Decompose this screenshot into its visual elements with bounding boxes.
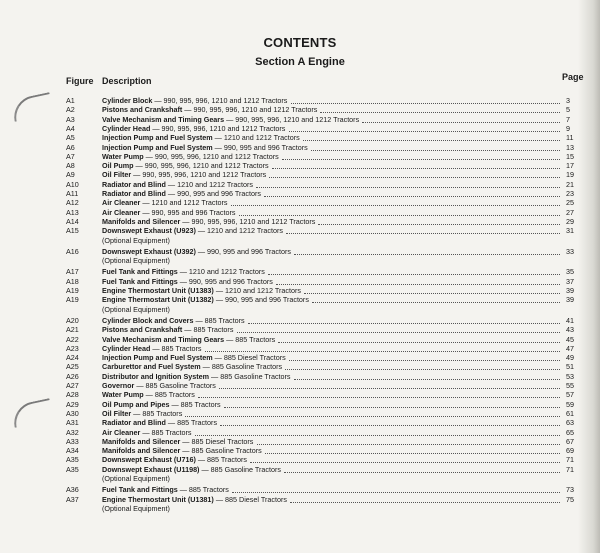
entry-description bbox=[102, 105, 317, 114]
binder-hole-mark bbox=[10, 398, 54, 428]
entry-models: — 885 Tractors bbox=[165, 418, 218, 428]
dot-leader bbox=[268, 273, 560, 275]
toc-entry bbox=[66, 295, 572, 304]
toc-entry bbox=[66, 465, 572, 474]
entry-models: — 990, 995, 996, 1210 and 1212 Tractors bbox=[133, 161, 269, 171]
dot-leader bbox=[205, 350, 560, 352]
entry-models: — 1210 and 1212 Tractors bbox=[212, 133, 300, 143]
entry-title: Engine Thermostart Unit (U1382) bbox=[102, 295, 214, 305]
entry-title: Water Pump bbox=[102, 390, 144, 400]
entry-description bbox=[102, 124, 285, 133]
figure-number: A35 bbox=[66, 455, 79, 465]
toc-entry bbox=[66, 409, 572, 418]
page-number: 43 bbox=[566, 325, 574, 335]
page-number: 73 bbox=[566, 485, 574, 495]
figure-number: A20 bbox=[66, 315, 79, 325]
figure-number: A28 bbox=[66, 390, 79, 400]
figure-number: A2 bbox=[66, 105, 75, 115]
dot-leader bbox=[265, 452, 560, 454]
entry-models: — 885 Diesel Tractors bbox=[212, 353, 286, 363]
page-number: 11 bbox=[566, 133, 574, 143]
entry-title: Downswept Exhaust (U716) bbox=[102, 455, 196, 465]
toc-entry bbox=[66, 277, 572, 286]
figure-number: A31 bbox=[66, 418, 79, 428]
entry-title: Distributor and Ignition System bbox=[102, 371, 210, 381]
toc-entry bbox=[66, 455, 572, 464]
page-number: 47 bbox=[566, 343, 574, 353]
toc-entry bbox=[66, 152, 572, 161]
dot-leader bbox=[278, 341, 560, 343]
figure-number: A17 bbox=[66, 267, 79, 277]
entry-title: Radiator and Blind bbox=[102, 418, 166, 428]
page-number: 29 bbox=[566, 216, 574, 226]
figure-number: A36 bbox=[66, 485, 79, 495]
entry-title: Oil Filter bbox=[102, 408, 132, 418]
page-number: 25 bbox=[566, 198, 574, 208]
entry-title: Downswept Exhaust (U392) bbox=[102, 246, 196, 256]
entry-models: — 1210 and 1212 Tractors bbox=[165, 179, 254, 189]
figure-number: A21 bbox=[66, 325, 79, 335]
entry-models: — 885 Tractors bbox=[143, 390, 195, 400]
entry-title: Injection Pump and Fuel System bbox=[102, 142, 213, 152]
entry-models: — 885 Diesel Tractors bbox=[213, 494, 287, 504]
toc-entry bbox=[66, 189, 572, 198]
binder-hole-mark bbox=[10, 92, 54, 122]
entry-models: — 885 Tractors bbox=[169, 399, 221, 409]
entry-models: — 990, 995, 996, 1210 and 1212 Tractors bbox=[150, 123, 286, 133]
toc-entry bbox=[66, 437, 572, 446]
toc-entry bbox=[66, 115, 572, 124]
entry-description bbox=[102, 226, 283, 235]
entry-description bbox=[102, 247, 291, 256]
figure-number: A37 bbox=[66, 494, 79, 504]
entry-description bbox=[102, 133, 300, 142]
figure-number: A8 bbox=[66, 161, 75, 171]
figure-number: A24 bbox=[66, 353, 79, 363]
page-number: 21 bbox=[566, 179, 574, 189]
entry-description bbox=[102, 180, 253, 189]
entry-title: Manifolds and Silencer bbox=[102, 446, 181, 456]
entry-note: (Optional Equipment) bbox=[102, 256, 170, 266]
figure-number: A34 bbox=[66, 446, 79, 456]
entry-models: — 885 Gasoline Tractors bbox=[200, 362, 283, 372]
entry-title: Cylinder Head bbox=[102, 343, 151, 353]
entry-description bbox=[102, 115, 359, 124]
page-number: 41 bbox=[566, 315, 574, 325]
section-title: Section A Engine bbox=[255, 56, 345, 68]
entry-description bbox=[102, 362, 282, 371]
figure-number: A13 bbox=[66, 207, 79, 217]
entry-models: — 990, 995, 996, 1210 and 1212 Tractors bbox=[180, 216, 316, 226]
figure-number: A5 bbox=[66, 133, 75, 143]
figure-number: A12 bbox=[66, 198, 79, 208]
entry-description bbox=[102, 372, 291, 381]
entry-description bbox=[102, 277, 273, 286]
dot-leader bbox=[294, 253, 560, 255]
toc-entry bbox=[66, 325, 572, 334]
entry-title: Cylinder Block and Covers bbox=[102, 315, 194, 325]
page-number: 17 bbox=[566, 161, 574, 171]
dot-leader bbox=[318, 223, 560, 225]
entry-description bbox=[102, 455, 247, 464]
dot-leader bbox=[285, 368, 560, 370]
page-number: 39 bbox=[566, 286, 574, 295]
entry-description bbox=[102, 465, 281, 474]
toc-entry bbox=[66, 381, 572, 390]
entry-description bbox=[102, 495, 287, 504]
figure-number: A29 bbox=[66, 399, 79, 409]
entry-title: Air Cleaner bbox=[102, 207, 141, 217]
toc-entry bbox=[66, 316, 572, 325]
entry-description bbox=[102, 381, 216, 390]
page-number: 7 bbox=[566, 114, 570, 124]
dot-leader bbox=[220, 424, 560, 426]
figure-number: A11 bbox=[66, 189, 79, 198]
dot-leader bbox=[303, 139, 560, 141]
entry-models: — 885 Gasoline Tractors bbox=[134, 381, 216, 390]
entry-models: — 885 Tractors bbox=[182, 325, 234, 335]
dot-leader bbox=[256, 186, 560, 188]
entry-description bbox=[102, 428, 192, 437]
entry-title: Carburettor and Fuel System bbox=[102, 362, 201, 372]
entry-description bbox=[102, 485, 229, 494]
dot-leader bbox=[239, 214, 560, 216]
figure-number: A3 bbox=[66, 114, 75, 124]
page-number: 13 bbox=[566, 142, 574, 152]
entry-description bbox=[102, 316, 245, 325]
dot-leader bbox=[311, 149, 560, 151]
description-column-header: Description bbox=[102, 76, 152, 86]
page-number: 63 bbox=[566, 418, 574, 428]
figure-number: A1 bbox=[66, 96, 75, 105]
dot-leader bbox=[250, 461, 560, 463]
dot-leader bbox=[198, 396, 560, 398]
toc-entry bbox=[66, 400, 572, 409]
entry-models: — 1210 and 1212 Tractors bbox=[177, 267, 265, 277]
dot-leader bbox=[219, 387, 560, 389]
entry-models: — 885 Tractors bbox=[150, 343, 202, 353]
dot-leader bbox=[282, 158, 560, 160]
entry-models: — 885 Tractors bbox=[131, 408, 183, 418]
entry-description bbox=[102, 353, 286, 362]
dot-leader bbox=[312, 301, 560, 303]
figure-number: A26 bbox=[66, 371, 79, 381]
toc-entry bbox=[66, 96, 572, 105]
entry-note: (Optional Equipment) bbox=[102, 503, 170, 513]
entry-description bbox=[102, 217, 315, 226]
dot-leader bbox=[237, 331, 560, 333]
toc-entry bbox=[66, 105, 572, 114]
page-number: 69 bbox=[566, 446, 574, 456]
figure-number: A4 bbox=[66, 123, 75, 133]
figure-number: A7 bbox=[66, 151, 75, 161]
entry-models: — 885 Gasoline Tractors bbox=[209, 371, 291, 381]
page-column-header: Page bbox=[562, 72, 584, 82]
entry-models: — 885 Tractors bbox=[195, 455, 247, 465]
entry-title: Fuel Tank and Fittings bbox=[102, 267, 178, 277]
figure-number: A22 bbox=[66, 334, 79, 344]
toc-entry bbox=[66, 180, 572, 189]
toc-entry bbox=[66, 226, 572, 235]
entry-description bbox=[102, 446, 262, 455]
entry-description bbox=[102, 295, 309, 304]
dot-leader bbox=[257, 443, 560, 445]
entry-description bbox=[102, 96, 287, 105]
entry-description bbox=[102, 208, 235, 217]
entry-description bbox=[102, 170, 266, 179]
entry-note: (Optional Equipment) bbox=[102, 235, 170, 245]
figure-number: A23 bbox=[66, 343, 79, 353]
entry-description bbox=[102, 335, 275, 344]
dot-leader bbox=[264, 195, 560, 197]
entry-title: Pistons and Crankshaft bbox=[102, 105, 183, 115]
toc-entry bbox=[66, 143, 572, 152]
page-number: 65 bbox=[566, 427, 574, 437]
page-number: 49 bbox=[566, 353, 574, 363]
entry-title: Engine Thermostart Unit (U1383) bbox=[102, 286, 214, 295]
page-number: 71 bbox=[566, 464, 574, 474]
entry-description bbox=[102, 198, 227, 207]
entry-models: — 990, 995, 996, 1210 and 1212 Tractors bbox=[182, 105, 318, 115]
entry-description bbox=[102, 344, 201, 353]
figure-number: A16 bbox=[66, 246, 79, 256]
entry-note: (Optional Equipment) bbox=[102, 304, 170, 314]
entry-models: — 990, 995 and 996 Tractors bbox=[177, 276, 273, 286]
dot-leader bbox=[195, 434, 560, 436]
entry-title: Manifolds and Silencer bbox=[102, 216, 181, 226]
toc-entry bbox=[66, 133, 572, 142]
figure-number: A9 bbox=[66, 170, 75, 180]
entry-description bbox=[102, 390, 195, 399]
page-number: 61 bbox=[566, 408, 574, 418]
entry-models: — 885 Tractors bbox=[193, 315, 245, 325]
dot-leader bbox=[248, 322, 560, 324]
toc-entry bbox=[66, 335, 572, 344]
entry-models: — 990, 995, 996, 1210 and 1212 Tractors bbox=[224, 114, 360, 124]
entry-title: Valve Mechanism and Timing Gears bbox=[102, 334, 225, 344]
toc-entry bbox=[66, 208, 572, 217]
entry-models: — 1210 and 1212 Tractors bbox=[195, 226, 283, 236]
page-number: 75 bbox=[566, 494, 574, 504]
entry-models: — 990, 995, 996, 1210 and 1212 Tractors bbox=[152, 96, 288, 105]
dot-leader bbox=[304, 292, 560, 294]
entry-models: — 990, 995 and 996 Tractors bbox=[140, 207, 236, 217]
page-number: 57 bbox=[566, 390, 574, 400]
toc-entry bbox=[66, 286, 572, 295]
entry-title: Downswept Exhaust (U923) bbox=[102, 226, 196, 236]
entry-title: Fuel Tank and Fittings bbox=[102, 485, 178, 495]
figure-number: A25 bbox=[66, 362, 79, 372]
entry-models: — 990, 995, 996, 1210 and 1212 Tractors bbox=[143, 151, 279, 161]
dot-leader bbox=[276, 283, 560, 285]
dot-leader bbox=[272, 167, 560, 169]
toc-entry bbox=[66, 485, 572, 494]
entry-models: — 990, 995 and 996 Tractors bbox=[195, 246, 291, 256]
entry-models: — 990, 995 and 996 Tractors bbox=[165, 189, 261, 198]
page-number: 5 bbox=[566, 105, 570, 115]
entry-models: — 885 Tractors bbox=[224, 334, 276, 344]
entry-title: Oil Filter bbox=[102, 170, 132, 180]
entry-title: Pistons and Crankshaft bbox=[102, 325, 183, 335]
entry-description bbox=[102, 143, 308, 152]
page-number: 31 bbox=[566, 226, 574, 236]
entry-description bbox=[102, 325, 233, 334]
toc-entry bbox=[66, 161, 572, 170]
entry-title: Air Cleaner bbox=[102, 427, 141, 437]
figure-number: A19 bbox=[66, 286, 79, 295]
entry-title: Valve Mechanism and Timing Gears bbox=[102, 114, 225, 124]
page-number: 37 bbox=[566, 276, 574, 286]
entry-description bbox=[102, 161, 269, 170]
entry-title: Cylinder Head bbox=[102, 123, 151, 133]
entry-models: — 990, 995 and 996 Tractors bbox=[212, 142, 308, 152]
entry-description bbox=[102, 286, 301, 295]
entry-title: Air Cleaner bbox=[102, 198, 141, 208]
page-number: 39 bbox=[566, 295, 574, 305]
page-number: 9 bbox=[566, 123, 570, 133]
dot-leader bbox=[232, 491, 560, 493]
dot-leader bbox=[286, 232, 560, 234]
entry-models: — 885 Tractors bbox=[140, 427, 192, 437]
page-number: 27 bbox=[566, 207, 574, 217]
toc-entry bbox=[66, 362, 572, 371]
toc-entry bbox=[66, 372, 572, 381]
page-title: CONTENTS bbox=[263, 35, 337, 50]
entry-description bbox=[102, 437, 253, 446]
dot-leader bbox=[291, 102, 560, 104]
dot-leader bbox=[362, 121, 560, 123]
page-number: 19 bbox=[566, 170, 574, 180]
toc-entry bbox=[66, 247, 572, 256]
page-number: 55 bbox=[566, 381, 574, 390]
dot-leader bbox=[269, 176, 560, 178]
entry-description bbox=[102, 400, 221, 409]
toc-entry bbox=[66, 418, 572, 427]
toc-entry bbox=[66, 217, 572, 226]
page-number: 3 bbox=[566, 96, 570, 105]
figure-number: A19 bbox=[66, 295, 79, 305]
figure-number: A18 bbox=[66, 276, 79, 286]
dot-leader bbox=[231, 204, 560, 206]
entry-note: (Optional Equipment) bbox=[102, 474, 170, 483]
dot-leader bbox=[294, 378, 560, 380]
entry-description bbox=[102, 409, 182, 418]
toc-entry bbox=[66, 198, 572, 207]
entry-title: Fuel Tank and Fittings bbox=[102, 276, 178, 286]
page-number: 33 bbox=[566, 246, 574, 256]
toc-entry bbox=[66, 390, 572, 399]
figure-number: A30 bbox=[66, 408, 79, 418]
page-number: 71 bbox=[566, 455, 574, 465]
figure-number: A15 bbox=[66, 226, 79, 236]
page-number: 59 bbox=[566, 399, 574, 409]
page-number: 45 bbox=[566, 334, 574, 344]
figure-number: A27 bbox=[66, 381, 79, 390]
figure-number: A14 bbox=[66, 216, 79, 226]
toc-entry bbox=[66, 170, 572, 179]
figure-number: A33 bbox=[66, 436, 79, 446]
toc-entry bbox=[66, 446, 572, 455]
dot-leader bbox=[185, 415, 560, 417]
entry-title: Cylinder Block bbox=[102, 96, 153, 105]
entry-title: Oil Pump bbox=[102, 161, 134, 171]
toc-entry bbox=[66, 267, 572, 276]
page-number: 53 bbox=[566, 371, 574, 381]
page-number: 67 bbox=[566, 436, 574, 446]
entry-description bbox=[102, 189, 261, 198]
page-number: 15 bbox=[566, 151, 574, 161]
dot-leader bbox=[224, 406, 560, 408]
entry-description bbox=[102, 418, 217, 427]
entry-title: Injection Pump and Fuel System bbox=[102, 133, 213, 143]
page-number: 51 bbox=[566, 362, 574, 372]
toc-entry bbox=[66, 495, 572, 504]
entry-title: Water Pump bbox=[102, 151, 144, 161]
entry-models: — 990, 995, 996, 1210 and 1212 Tractors bbox=[131, 170, 267, 180]
entry-models: — 885 Diesel Tractors bbox=[180, 436, 254, 446]
entry-title: Injection Pump and Fuel System bbox=[102, 353, 213, 363]
entry-description bbox=[102, 267, 265, 276]
figure-number: A10 bbox=[66, 179, 79, 189]
dot-leader bbox=[289, 130, 560, 132]
toc-entry bbox=[66, 124, 572, 133]
entry-title: Radiator and Blind bbox=[102, 179, 166, 189]
entry-description bbox=[102, 152, 279, 161]
figure-number: A6 bbox=[66, 142, 75, 152]
toc-entry bbox=[66, 428, 572, 437]
entry-title: Engine Thermostart Unit (U1381) bbox=[102, 494, 214, 504]
entry-title: Radiator and Blind bbox=[102, 189, 166, 198]
toc-entry bbox=[66, 344, 572, 353]
figure-column-header: Figure bbox=[66, 76, 94, 86]
figure-number: A35 bbox=[66, 464, 79, 474]
figure-number: A32 bbox=[66, 427, 79, 437]
entry-models: — 885 Gasoline Tractors bbox=[199, 464, 281, 474]
page-number: 35 bbox=[566, 267, 574, 277]
page-number: 23 bbox=[566, 189, 574, 198]
entry-models: — 885 Tractors bbox=[177, 485, 229, 495]
dot-leader bbox=[284, 471, 560, 473]
entry-models: — 885 Gasoline Tractors bbox=[180, 446, 262, 456]
dot-leader bbox=[289, 359, 560, 361]
toc-entry bbox=[66, 353, 572, 362]
entry-models: — 1210 and 1212 Tractors bbox=[213, 286, 301, 295]
entry-models: — 990, 995 and 996 Tractors bbox=[213, 295, 309, 305]
dot-leader bbox=[320, 111, 560, 113]
dot-leader bbox=[290, 501, 560, 503]
entry-title: Governor bbox=[102, 381, 135, 390]
entry-title: Manifolds and Silencer bbox=[102, 436, 181, 446]
entry-title: Downswept Exhaust (U1198) bbox=[102, 464, 200, 474]
entry-models: — 1210 and 1212 Tractors bbox=[140, 198, 228, 208]
entry-title: Oil Pump and Pipes bbox=[102, 399, 170, 409]
